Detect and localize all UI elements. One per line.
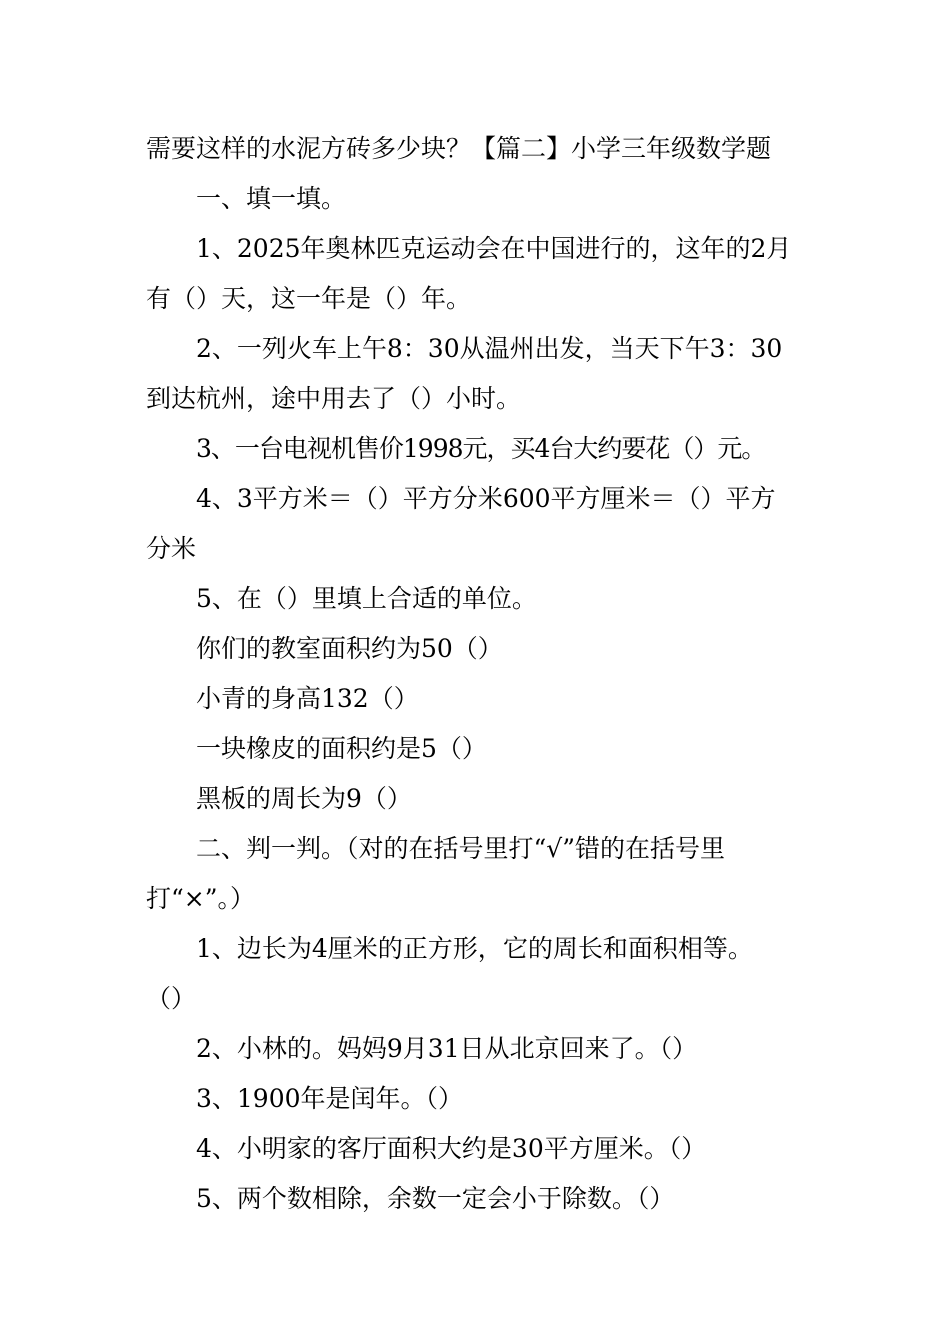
question-line: 4、3平方米＝（）平方分米600平方厘米＝（）平方 — [196, 484, 776, 513]
section-heading: 二、判一判。（对的在括号里打“√”错的在括号里 — [196, 834, 725, 863]
question-line: 5、在（）里填上合适的单位。 — [196, 584, 537, 613]
question-line: 2、小林的。妈妈9月31日从北京回来了。（） — [196, 1034, 698, 1063]
sub-question-line: 你们的教室面积约为50（） — [196, 634, 503, 663]
question-line: 有（）天，这一年是（）年。 — [146, 284, 472, 313]
section-heading: 一、填一填。 — [196, 184, 347, 213]
text-line: 需要这样的水泥方砖多少块？【篇二】小学三年级数学题 — [146, 134, 772, 163]
sub-question-line: 黑板的周长为9（） — [196, 784, 412, 813]
question-line: 3、一台电视机售价1998元，买4台大约要花（）元。 — [196, 434, 766, 463]
question-line: 5、两个数相除，余数一定会小于除数。（） — [196, 1184, 675, 1213]
question-line: 2、一列火车上午8：30从温州出发，当天下午3：30 — [196, 334, 783, 363]
question-line: 分米 — [146, 534, 197, 563]
section-heading: 打“×”。） — [146, 884, 256, 913]
document-body — [146, 124, 806, 1224]
question-line: 3、1900年是闰年。（） — [196, 1084, 464, 1113]
sub-question-line: 小青的身高132（） — [196, 684, 419, 713]
sub-question-line: 一块橡皮的面积约是5（） — [196, 734, 487, 763]
question-line: 到达杭州，途中用去了（）小时。 — [146, 384, 522, 413]
question-line: 1、2025年奥林匹克运动会在中国进行的，这年的2月 — [196, 234, 792, 263]
question-line: 4、小明家的客厅面积大约是30平方厘米。（） — [196, 1134, 707, 1163]
question-line: （） — [146, 984, 197, 1013]
question-line: 1、边长为4厘米的正方形，它的周长和面积相等。 — [196, 934, 753, 963]
